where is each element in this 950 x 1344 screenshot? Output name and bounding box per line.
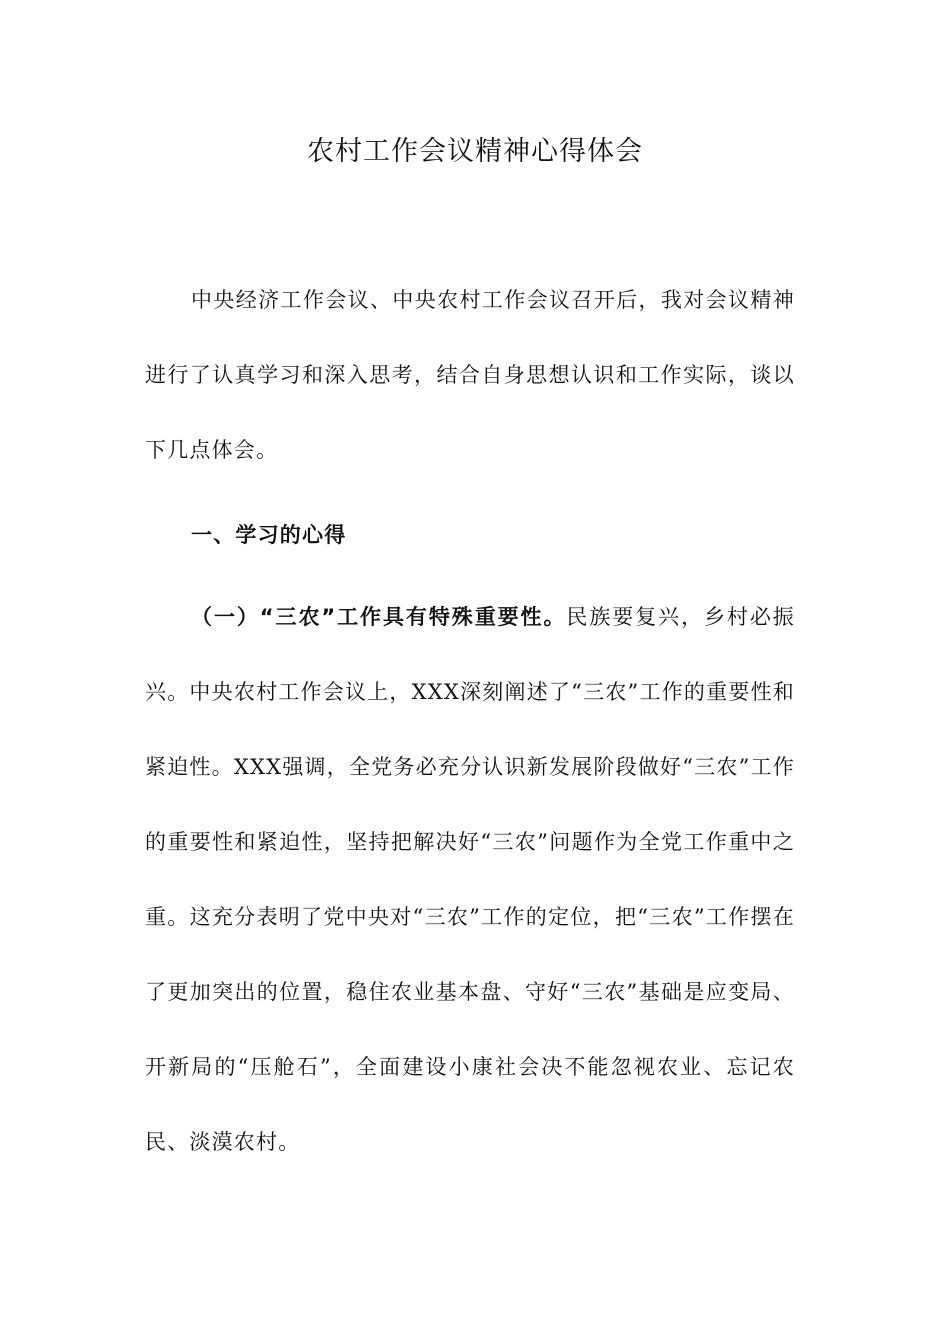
- document-title: 农村工作会议精神心得体会: [307, 136, 643, 167]
- section-paragraph: [145, 580, 795, 1180]
- intro-paragraph: 中央经济工作会议、中央农村工作会议召开后，我对会议精神进行了认真学习和深入思考，结合自身思想认识和工作实际，谈以下几点体会。: [145, 288, 795, 462]
- paragraph-body: 民族要复兴，乡村必振兴。中央农村工作会议上，XXX深刻阐述了“三农”工作的重要性和紧迫性。XXX强调，全党务必充分认识新发展阶段做好“三农”工作的重要性和紧迫性，坚持把解决好“三农”问题作为全党工作重中之重。这充分表明了党中央对“三农”工作的定位，把“三农”工作摆在了更加突出的位置，稳住农业基本盘、守好“三农”基础是应变局、开新局的“压舱石”，全面建设小康社会决不能忽视农业、忘记农民、淡漠农村。: [145, 605, 795, 1154]
- section-heading: 一、学习的心得: [191, 523, 347, 547]
- paragraph-lead: （一）“三农”工作具有特殊重要性。: [191, 605, 567, 629]
